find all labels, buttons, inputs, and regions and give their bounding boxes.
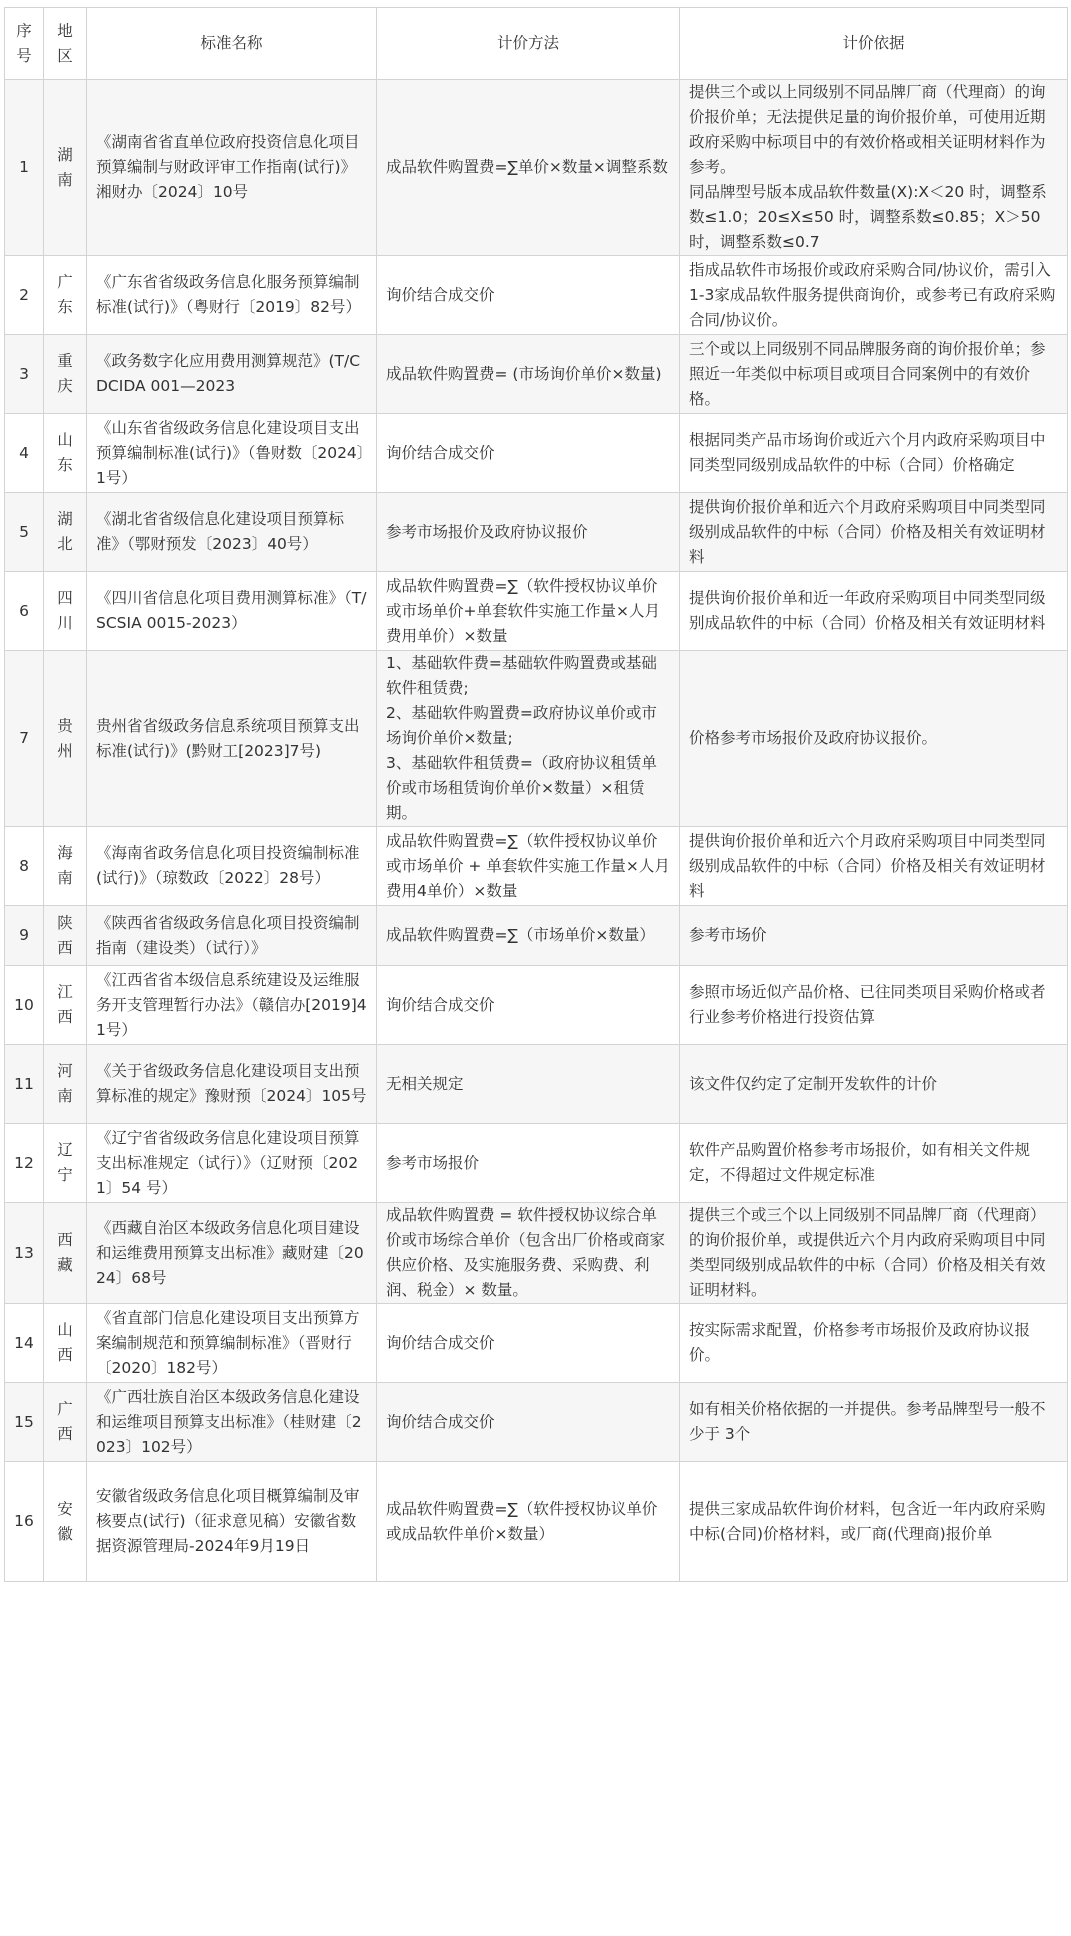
- row-basis: 该文件仅约定了定制开发软件的计价: [680, 1045, 1068, 1124]
- table-row: [5, 651, 1068, 827]
- row-method: 无相关规定: [377, 1045, 680, 1124]
- row-no: 10: [5, 966, 44, 1045]
- row-method: 询价结合成交价: [377, 966, 680, 1045]
- row-basis: 提供询价报价单和近一年政府采购项目中同类型同级别成品软件的中标（合同）价格及相关有效证明材料: [680, 572, 1068, 651]
- row-method: 成品软件购置费= (市场询价单价×数量): [377, 335, 680, 414]
- row-region: 山西: [44, 1304, 87, 1383]
- row-method: 询价结合成交价: [377, 1383, 680, 1462]
- row-region: 海南: [44, 827, 87, 906]
- header-no: 序号: [5, 8, 44, 80]
- row-standard: 贵州省省级政务信息系统项目预算支出标准(试行)》(黔财工[2023]7号): [87, 651, 377, 827]
- table-row: [5, 414, 1068, 493]
- row-no: 4: [5, 414, 44, 493]
- row-basis: 如有相关价格依据的一并提供。参考品牌型号一般不少于 3个: [680, 1383, 1068, 1462]
- row-standard: 《广东省省级政务信息化服务预算编制标准(试行)》（粤财行〔2019〕82号）: [87, 256, 377, 335]
- row-basis: 指成品软件市场报价或政府采购合同/协议价，需引入1-3家成品软件服务提供商询价，或参考已有政府采购合同/协议价。: [680, 256, 1068, 335]
- row-basis: 提供三个或三个以上同级别不同品牌厂商（代理商）的询价报价单，或提供近六个月内政府采购项目中同类型同级别成品软件的中标（合同）价格及相关有效证明材料。: [680, 1203, 1068, 1304]
- row-standard: 《湖南省省直单位政府投资信息化项目预算编制与财政评审工作指南(试行)》湘财办〔2024〕10号: [87, 80, 377, 256]
- row-region: 江西: [44, 966, 87, 1045]
- row-method: 询价结合成交价: [377, 414, 680, 493]
- row-basis: 参考市场价: [680, 906, 1068, 966]
- table-row: [5, 1383, 1068, 1462]
- table-row: [5, 493, 1068, 572]
- row-standard: 《海南省政务信息化项目投资编制标准(试行)》（琼数政〔2022〕28号）: [87, 827, 377, 906]
- row-no: 5: [5, 493, 44, 572]
- table-row: [5, 572, 1068, 651]
- row-no: 14: [5, 1304, 44, 1383]
- row-basis-para-2: 同品牌型号版本成品软件数量(X):X＜20 时，调整系数≤1.0；20≤X≤50 时，调整系数≤0.85；X＞50 时，调整系数≤0.7: [689, 183, 1047, 251]
- row-no: 9: [5, 906, 44, 966]
- row-standard: 《西藏自治区本级政务信息化项目建设和运维费用预算支出标准》藏财建〔2024〕68号: [87, 1203, 377, 1304]
- row-basis: 参照市场近似产品价格、已往同类项目采购价格或者行业参考价格进行投资估算: [680, 966, 1068, 1045]
- pricing-standards-table: [4, 7, 1068, 1582]
- row-no: 13: [5, 1203, 44, 1304]
- row-no: 12: [5, 1124, 44, 1203]
- header-standard: 标准名称: [87, 8, 377, 80]
- row-basis: 根据同类产品市场询价或近六个月内政府采购项目中同类型同级别成品软件的中标（合同）价格确定: [680, 414, 1068, 493]
- row-method: [377, 651, 680, 827]
- row-region: 湖北: [44, 493, 87, 572]
- row-standard: 《山东省省级政务信息化建设项目支出预算编制标准(试行)》（鲁财数〔2024〕1号）: [87, 414, 377, 493]
- row-standard: 《四川省信息化项目费用测算标准》（T/SCSIA 0015-2023）: [87, 572, 377, 651]
- row-region: 湖南: [44, 80, 87, 256]
- row-standard: 《关于省级政务信息化建设项目支出预算标准的规定》豫财预〔2024〕105号: [87, 1045, 377, 1124]
- row-no: 6: [5, 572, 44, 651]
- row-no: 2: [5, 256, 44, 335]
- row-no: 7: [5, 651, 44, 827]
- row-no: 8: [5, 827, 44, 906]
- row-region: 西藏: [44, 1203, 87, 1304]
- table-row: [5, 1045, 1068, 1124]
- row-no: 3: [5, 335, 44, 414]
- row-basis: 三个或以上同级别不同品牌服务商的询价报价单；参照近一年类似中标项目或项目合同案例中的有效价格。: [680, 335, 1068, 414]
- table-row: [5, 1203, 1068, 1304]
- row-basis: [680, 80, 1068, 256]
- row-region: 四川: [44, 572, 87, 651]
- row-method: 成品软件购置费=∑单价×数量×调整系数: [377, 80, 680, 256]
- table-header-row: [5, 8, 1068, 80]
- header-method: 计价方法: [377, 8, 680, 80]
- table-row: [5, 256, 1068, 335]
- row-basis-para-1: 提供三个或以上同级别不同品牌厂商（代理商）的询价报价单；无法提供足量的询价报价单，可使用近期政府采购中标项目中的有效价格或相关证明材料作为参考。: [689, 83, 1046, 176]
- row-method: 询价结合成交价: [377, 256, 680, 335]
- table-row: [5, 1124, 1068, 1203]
- row-standard: 《湖北省省级信息化建设项目预算标准》（鄂财预发〔2023〕40号）: [87, 493, 377, 572]
- row-region: 陕西: [44, 906, 87, 966]
- row-no: 1: [5, 80, 44, 256]
- table-row: [5, 906, 1068, 966]
- row-basis: 提供询价报价单和近六个月政府采购项目中同类型同级别成品软件的中标（合同）价格及相关有效证明材料: [680, 493, 1068, 572]
- row-basis: 价格参考市场报价及政府协议报价。: [680, 651, 1068, 827]
- row-method-line-1: 1、基础软件费=基础软件购置费或基础软件租赁费;: [386, 654, 657, 697]
- row-method: 参考市场报价及政府协议报价: [377, 493, 680, 572]
- table-row: [5, 335, 1068, 414]
- table-row: [5, 1304, 1068, 1383]
- row-basis: 提供三家成品软件询价材料，包含近一年内政府采购中标(合同)价格材料，或厂商(代理商)报价单: [680, 1462, 1068, 1582]
- header-region: 地区: [44, 8, 87, 80]
- row-region: 贵州: [44, 651, 87, 827]
- row-region: 广西: [44, 1383, 87, 1462]
- row-method: 参考市场报价: [377, 1124, 680, 1203]
- row-method: 询价结合成交价: [377, 1304, 680, 1383]
- row-basis: 软件产品购置价格参考市场报价，如有相关文件规定，不得超过文件规定标准: [680, 1124, 1068, 1203]
- row-no: 11: [5, 1045, 44, 1124]
- row-standard: 安徽省级政务信息化项目概算编制及审核要点(试行)（征求意见稿）安徽省数据资源管理局-2024年9月19日: [87, 1462, 377, 1582]
- row-standard: 《辽宁省省级政务信息化建设项目预算支出标准规定（试行）》（辽财预〔2021〕54 号）: [87, 1124, 377, 1203]
- row-standard: 《广西壮族自治区本级政务信息化建设和运维项目预算支出标准》（桂财建〔2023〕102号）: [87, 1383, 377, 1462]
- row-method-line-3: 3、基础软件租赁费=（政府协议租赁单价或市场租赁询价单价×数量）×租赁期。: [386, 754, 657, 822]
- row-method: 成品软件购置费 = 软件授权协议综合单价或市场综合单价（包含出厂价格或商家供应价格、及实施服务费、采购费、利润、税金）× 数量。: [377, 1203, 680, 1304]
- row-region: 广东: [44, 256, 87, 335]
- row-no: 15: [5, 1383, 44, 1462]
- row-method-line-2: 2、基础软件购置费=政府协议单价或市场询价单价×数量;: [386, 704, 657, 747]
- table-row: [5, 1462, 1068, 1582]
- row-standard: 《省直部门信息化建设项目支出预算方案编制规范和预算编制标准》（晋财行〔2020〕182号）: [87, 1304, 377, 1383]
- row-no: 16: [5, 1462, 44, 1582]
- row-standard: 《陕西省省级政务信息化项目投资编制指南（建设类）（试行）》: [87, 906, 377, 966]
- row-region: 重庆: [44, 335, 87, 414]
- row-method: 成品软件购置费=∑（市场单价×数量）: [377, 906, 680, 966]
- table-row: [5, 966, 1068, 1045]
- table-row: [5, 80, 1068, 256]
- row-standard: 《政务数字化应用费用测算规范》(T/CDCIDA 001—2023: [87, 335, 377, 414]
- row-basis: 按实际需求配置，价格参考市场报价及政府协议报价。: [680, 1304, 1068, 1383]
- row-method: 成品软件购置费=∑（软件授权协议单价或市场单价+单套软件实施工作量×人月费用单价）×数量: [377, 572, 680, 651]
- row-basis: 提供询价报价单和近六个月政府采购项目中同类型同级别成品软件的中标（合同）价格及相关有效证明材料: [680, 827, 1068, 906]
- row-method: 成品软件购置费=∑（软件授权协议单价或市场单价 + 单套软件实施工作量×人月费用4单价）×数量: [377, 827, 680, 906]
- row-region: 河南: [44, 1045, 87, 1124]
- row-standard: 《江西省省本级信息系统建设及运维服务开支管理暂行办法》（赣信办[2019]41号）: [87, 966, 377, 1045]
- table-row: [5, 827, 1068, 906]
- row-region: 辽宁: [44, 1124, 87, 1203]
- row-region: 山东: [44, 414, 87, 493]
- header-basis: 计价依据: [680, 8, 1068, 80]
- row-method: 成品软件购置费=∑（软件授权协议单价或成品软件单价×数量）: [377, 1462, 680, 1582]
- row-region: 安徽: [44, 1462, 87, 1582]
